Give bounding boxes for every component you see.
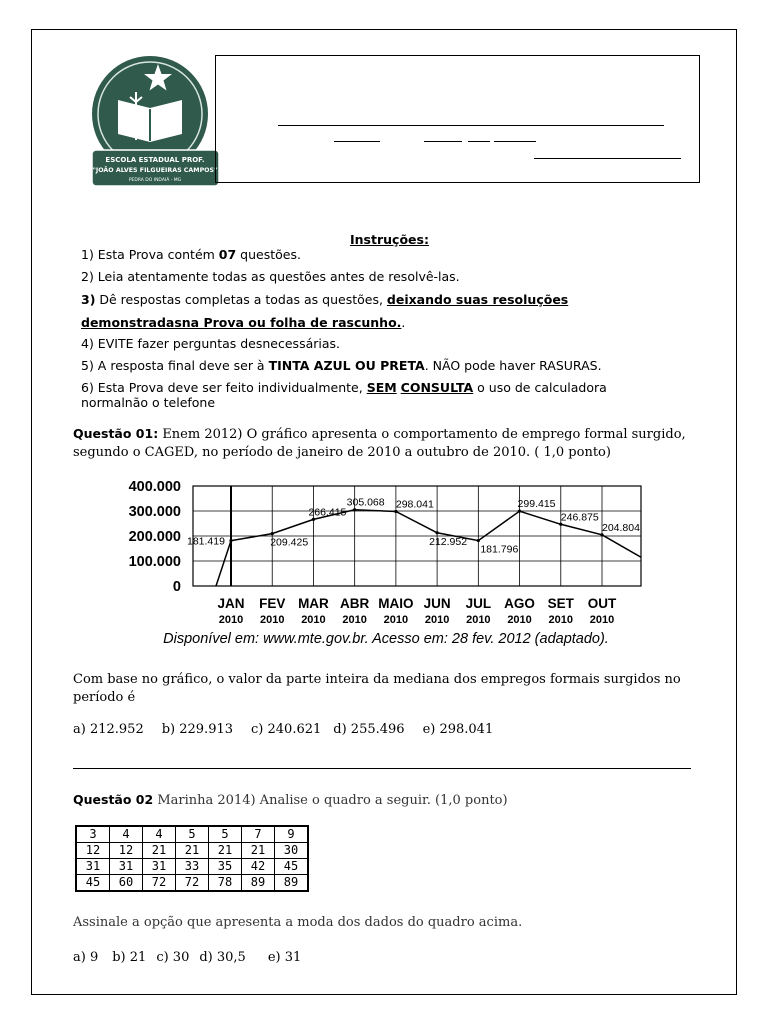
table-cell: 31 [77, 859, 110, 875]
table-cell: 78 [209, 875, 242, 891]
school-logo [88, 52, 223, 192]
instruction-6 [81, 380, 607, 395]
data-table [76, 826, 308, 891]
instruction-1-bold: 07 [218, 247, 237, 262]
data-label: 181.419 [187, 535, 225, 548]
x-tick-label: JUN [423, 596, 451, 611]
table-cell: 9 [275, 827, 308, 843]
table-cell: 21 [242, 843, 275, 859]
y-tick-label: 0 [172, 579, 181, 595]
instruction-1 [81, 247, 301, 262]
data-point [229, 539, 232, 542]
instruction-5 [81, 358, 602, 373]
y-tick-label: 100.000 [128, 554, 181, 570]
x-tick-label: FEV [259, 596, 286, 611]
header-box [215, 55, 700, 183]
table-cell: 33 [176, 859, 209, 875]
table-cell: 31 [110, 859, 143, 875]
x-tick-year-label: 2010 [383, 614, 409, 626]
chart-source: Disponível em: www.mte.gov.br. Acesso em: 28 fev. 2012 (adaptado). [163, 631, 609, 647]
table-cell: 45 [77, 875, 110, 891]
data-label: 298.041 [395, 498, 434, 511]
y-tick-label: 200.000 [128, 529, 181, 545]
instruction-1-post: questões. [236, 247, 301, 262]
data-label: 204.804 [602, 521, 640, 534]
instruction-3-underline-1: deixando suas resoluções [386, 292, 569, 307]
instruction-3-cont [81, 315, 405, 330]
question-2-body: Marinha 2014) Analise o quadro a seguir. (1,0 ponto) [153, 793, 508, 808]
employment-line-chart [118, 478, 648, 656]
question-2-prompt: Assinale a opção que apresenta a moda dos dados do quadro acima. [73, 915, 523, 930]
x-tick-label: MAIO [378, 596, 414, 611]
name-line[interactable] [278, 125, 664, 126]
table-cell: 21 [176, 843, 209, 859]
instruction-2: 2) Leia atentamente todas as questões antes de resolvê-las. [81, 269, 460, 284]
question-1-line1: Enem 2012) O gráfico apresenta o comportamento de emprego formal surgido, [158, 427, 686, 442]
table-cell: 5 [209, 827, 242, 843]
question-2-options [73, 950, 319, 965]
instruction-6-post: o uso de calculadora [473, 380, 607, 395]
data-label: 266.415 [308, 506, 347, 519]
data-label: 209.425 [270, 536, 309, 549]
blank-line-4[interactable] [494, 141, 536, 142]
option-b[interactable]: b) 229.913 [161, 722, 234, 737]
table-cell: 3 [77, 827, 110, 843]
x-tick-year-label: 2010 [589, 614, 615, 626]
data-point [271, 532, 274, 535]
data-point [477, 539, 480, 542]
data-label: 299.415 [517, 498, 556, 511]
option-d[interactable]: d) 30,5 [199, 950, 246, 965]
data-label: 246.875 [560, 511, 599, 524]
blank-line-2[interactable] [424, 141, 462, 142]
table-cell: 45 [275, 859, 308, 875]
option-a[interactable]: a) 212.952 [73, 722, 144, 737]
question-2-label: Questão 02 [73, 792, 154, 807]
table-cell: 5 [176, 827, 209, 843]
table-cell: 31 [143, 859, 176, 875]
instruction-6-sem: SEM [366, 380, 397, 395]
x-tick-label: JAN [217, 596, 245, 611]
table-row [77, 827, 308, 843]
x-tick-label: OUT [587, 596, 617, 611]
x-tick-year-label: 2010 [301, 614, 326, 626]
x-tick-label: JUL [465, 596, 492, 611]
question-1-prompt-line2: período é [73, 690, 136, 705]
option-e[interactable]: e) 31 [267, 950, 302, 965]
instruction-5-post: . NÃO pode haver RASURAS. [424, 358, 602, 373]
blank-line-1[interactable] [334, 141, 380, 142]
blank-line-3[interactable] [468, 141, 490, 142]
y-tick-label: 300.000 [128, 504, 181, 520]
x-tick-label: SET [547, 596, 574, 611]
table-cell: 7 [242, 827, 275, 843]
instruction-3-pre: Dê respostas completas a todas as questões, [95, 292, 387, 307]
y-tick-label: 400.000 [128, 479, 181, 495]
table-cell: 12 [110, 843, 143, 859]
table-cell: 89 [275, 875, 308, 891]
instruction-4: 4) EVITE fazer perguntas desnecessárias. [81, 336, 340, 351]
question-1-options [73, 722, 511, 737]
table-cell: 4 [110, 827, 143, 843]
instruction-6-consulta: CONSULTA [400, 380, 474, 395]
x-tick-year-label: 2010 [218, 614, 244, 626]
table-cell: 72 [143, 875, 176, 891]
x-tick-label: AGO [504, 596, 535, 611]
instructions-title: Instruções: [350, 232, 429, 247]
x-tick-year-label: 2010 [342, 614, 367, 626]
instruction-3-post: . [401, 315, 406, 330]
logo-text-1: ESCOLA ESTADUAL PROF. [105, 156, 205, 164]
table-cell: 4 [143, 827, 176, 843]
table-cell: 12 [77, 843, 110, 859]
option-c[interactable]: c) 240.621 [251, 722, 322, 737]
section-divider [73, 768, 691, 769]
question-1-text [73, 425, 686, 462]
logo-text-3: PEDRA DO INDAIÁ - MG [128, 178, 182, 183]
data-label: 305.068 [346, 496, 385, 509]
table-cell: 21 [143, 843, 176, 859]
instruction-6-line2: normalnão o telefone [81, 395, 216, 410]
question-2-text [73, 791, 508, 810]
instruction-5-pre: 5) A resposta final deve ser à [81, 358, 269, 373]
table-cell: 42 [242, 859, 275, 875]
table-cell: 60 [110, 875, 143, 891]
data-label: 212.952 [429, 535, 468, 548]
table-cell: 35 [209, 859, 242, 875]
table-row [77, 875, 308, 891]
x-tick-label: MAR [298, 596, 329, 611]
question-1-prompt [73, 671, 681, 707]
table-cell: 72 [176, 875, 209, 891]
x-tick-label: ABR [340, 596, 370, 611]
x-tick-year-label: 2010 [548, 614, 574, 626]
table-cell: 89 [242, 875, 275, 891]
logo-text-2: "JOÃO ALVES FILGUEIRAS CAMPOS" [92, 167, 218, 174]
option-d[interactable]: d) 255.496 [333, 722, 405, 737]
table-row [77, 859, 308, 875]
blank-line-5[interactable] [534, 158, 681, 159]
x-tick-year-label: 2010 [466, 614, 491, 626]
instruction-3-num: 3) [81, 292, 96, 307]
question-1-line2: segundo o CAGED, no período de janeiro de 2010 a outubro de 2010. ( 1,0 ponto) [73, 445, 611, 460]
data-label: 181.796 [480, 543, 519, 556]
question-1-prompt-line1: Com base no gráfico, o valor da parte inteira da mediana dos empregos formais surgidos no [73, 672, 681, 687]
question-1-label: Questão 01: [73, 426, 159, 441]
option-e[interactable]: e) 298.041 [422, 722, 494, 737]
option-a[interactable]: a) 9 [73, 950, 99, 965]
instruction-3-underline-2: demonstradasna Prova ou folha de rascunho. [81, 315, 402, 330]
instruction-1-pre: 1) Esta Prova contém [81, 247, 219, 262]
instruction-3 [81, 292, 568, 307]
table-cell: 30 [275, 843, 308, 859]
table-cell: 21 [209, 843, 242, 859]
option-b[interactable]: b) 21 [112, 950, 147, 965]
data-point [436, 531, 439, 534]
x-tick-year-label: 2010 [424, 614, 450, 626]
x-tick-year-label: 2010 [507, 614, 532, 626]
option-c[interactable]: c) 30 [156, 950, 190, 965]
instruction-6-pre: 6) Esta Prova deve ser feito individualmente, [81, 380, 367, 395]
table-row [77, 843, 308, 859]
x-tick-year-label: 2010 [259, 614, 285, 626]
instruction-5-bold: TINTA AZUL OU PRETA [268, 358, 425, 373]
